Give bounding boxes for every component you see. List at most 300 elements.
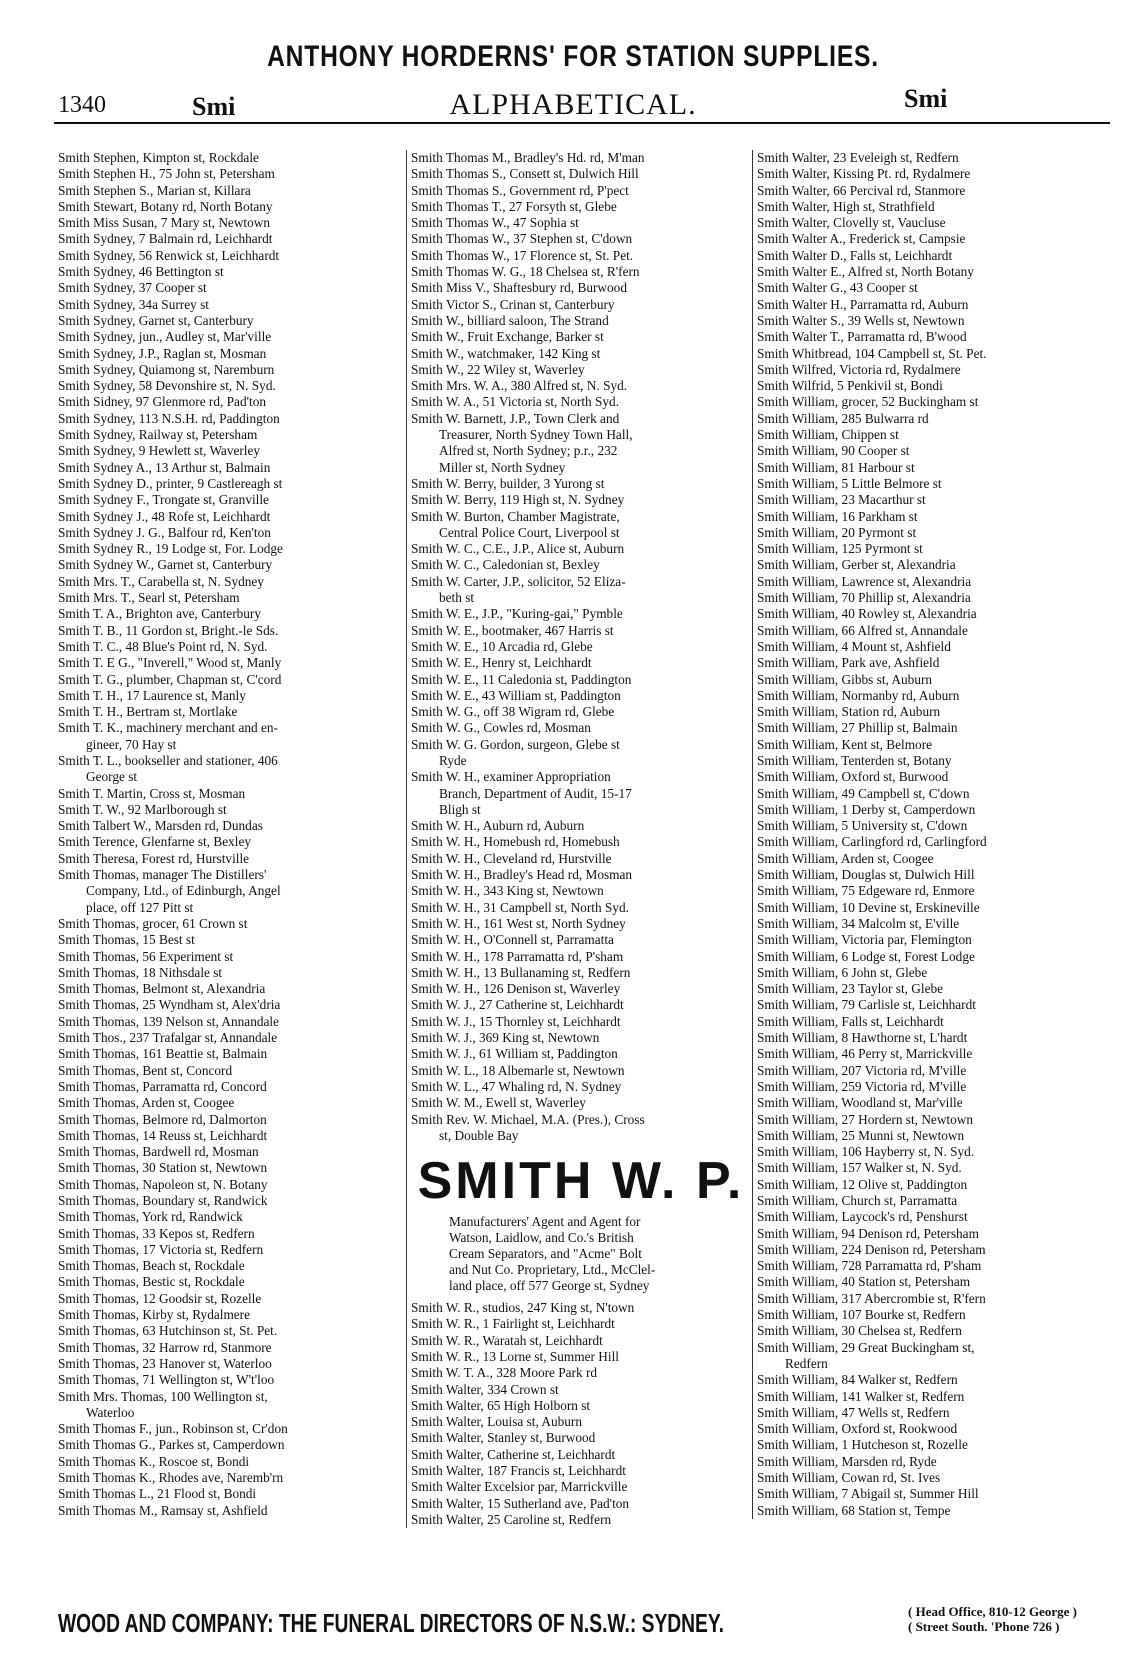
entry-text: Smith Thomas S., Government rd, P'pect — [411, 182, 629, 198]
directory-entry — [411, 1030, 751, 1046]
directory-entry — [757, 313, 1097, 329]
entry-text: Smith Walter, Kissing Pt. rd, Rydalmere — [757, 166, 971, 182]
entry-text: Smith W. J., 61 William st, Paddington — [411, 1046, 618, 1062]
entry-text: Smith Thomas W., 37 Stephen st, C'down — [411, 231, 633, 247]
entry-text: Smith T. A., Brighton ave, Canterbury — [58, 606, 262, 622]
directory-entry — [58, 166, 398, 182]
entry-text: Smith W., Fruit Exchange, Barker st — [411, 329, 604, 345]
entry-text: Smith W. H., Cleveland rd, Hurstville — [411, 850, 612, 866]
directory-entry — [411, 900, 751, 916]
directory-entry — [411, 1046, 751, 1062]
entry-text: Smith William, 10 Devine st, Erskineville — [757, 899, 980, 915]
entry-text: Smith William, 34 Malcolm st, E'ville — [757, 915, 960, 931]
directory-entry — [757, 199, 1097, 215]
entry-continuation: Bligh st — [439, 801, 481, 817]
directory-entry — [411, 231, 751, 247]
directory-entry — [58, 1046, 398, 1062]
entry-text: Smith W. H., 31 Campbell st, North Syd. — [411, 899, 629, 915]
entry-text: Smith Thomas, 30 Station st, Newtown — [58, 1160, 268, 1176]
directory-entry — [411, 313, 751, 329]
entry-continuation: Central Police Court, Liverpool st — [439, 524, 620, 540]
directory-entry — [757, 460, 1097, 476]
directory-entry — [58, 1112, 398, 1128]
directory-entry — [411, 1414, 751, 1430]
directory-entry — [411, 655, 751, 671]
entry-text: Smith T. G., plumber, Chapman st, C'cord — [58, 671, 282, 687]
directory-entry — [411, 248, 751, 264]
directory-entry — [757, 574, 1097, 590]
entry-continuation: Redfern — [785, 1355, 828, 1371]
directory-entry — [58, 231, 398, 247]
entry-text: Smith Walter H., Parramatta rd, Auburn — [757, 296, 969, 312]
directory-entry — [757, 1160, 1097, 1176]
entry-text: Smith Walter, 15 Sutherland ave, Pad'ton — [411, 1495, 630, 1511]
entry-text: Smith Thomas W., 17 Florence st, St. Pet. — [411, 247, 634, 263]
entry-text: Smith Sydney, 7 Balmain rd, Leichhardt — [58, 231, 273, 247]
entry-text: Smith W. Carter, J.P., solicitor, 52 Eliza- — [411, 573, 626, 589]
entry-text: Smith Thomas, Bent st, Concord — [58, 1062, 233, 1078]
entry-text: Smith William, 66 Alfred st, Annandale — [757, 622, 968, 638]
directory-entry — [757, 623, 1097, 639]
directory-entry — [757, 688, 1097, 704]
directory-entry — [757, 541, 1097, 557]
entry-text: Smith William, 224 Denison rd, Petersham — [757, 1241, 986, 1257]
entry-continuation: George st — [86, 769, 138, 785]
directory-entry — [411, 166, 751, 182]
entry-text: Smith William, 728 Parramatta rd, P'sham — [757, 1258, 982, 1274]
entry-text: Smith William, Marsden rd, Ryde — [757, 1453, 937, 1469]
directory-entry — [58, 1274, 398, 1290]
entry-text: Smith W. J., 369 King st, Newtown — [411, 1030, 600, 1046]
entry-text: Smith Walter G., 43 Cooper st — [757, 280, 918, 296]
directory-entry — [58, 1209, 398, 1225]
entry-text: Smith Rev. W. Michael, M.A. (Pres.), Cross — [411, 1111, 645, 1127]
directory-entry — [58, 1160, 398, 1176]
entry-text: Smith Thomas K., Rhodes ave, Naremb'rn — [58, 1470, 284, 1486]
directory-entry — [757, 1177, 1097, 1193]
entry-text: Smith W. H., 178 Parramatta rd, P'sham — [411, 948, 624, 964]
directory-entry — [58, 460, 398, 476]
directory-entry — [411, 688, 751, 704]
entry-text: Smith William, Victoria par, Flemington — [757, 932, 972, 948]
entry-text: Smith Thomas K., Roscoe st, Bondi — [58, 1453, 250, 1469]
entry-text: Smith Sydney D., printer, 9 Castlereagh st — [58, 475, 283, 491]
directory-column-2 — [406, 150, 751, 1528]
entry-text: Smith William, 90 Cooper st — [757, 443, 910, 459]
entry-text: Smith William, Cowan rd, St. Ives — [757, 1470, 941, 1486]
entry-text: Smith William, Arden st, Coogee — [757, 850, 934, 866]
entry-text: Smith William, 79 Carlisle st, Leichhardt — [757, 997, 976, 1013]
directory-entry — [757, 1193, 1097, 1209]
entry-text: Smith William, 157 Walker st, N. Syd. — [757, 1160, 962, 1176]
directory-entry — [58, 1323, 398, 1339]
directory-entry — [757, 639, 1097, 655]
entry-text: Smith W. C., Caledonian st, Bexley — [411, 557, 600, 573]
directory-entry — [58, 1014, 398, 1030]
directory-entry — [58, 199, 398, 215]
entry-text: Smith Walter, High st, Strathfield — [757, 198, 935, 214]
directory-entry — [411, 541, 751, 557]
entry-text: Smith William, 317 Abercrombie st, R'fern — [757, 1290, 986, 1306]
entry-text: Smith William, 46 Perry st, Marrickville — [757, 1046, 973, 1062]
entry-continuation: Waterloo — [86, 1404, 135, 1420]
directory-entry — [58, 1095, 398, 1111]
entry-text: Smith Walter A., Frederick st, Campsie — [757, 231, 966, 247]
entry-text: Smith T. E G., "Inverell," Wood st, Manly — [58, 655, 282, 671]
entry-text: Smith W. M., Ewell st, Waverley — [411, 1095, 586, 1111]
directory-entry — [411, 1430, 751, 1446]
directory-entry — [757, 1323, 1097, 1339]
directory-entry — [58, 949, 398, 965]
entry-text: Smith Thomas, Belmont st, Alexandria — [58, 981, 266, 997]
entry-text: Smith Thomas, 15 Best st — [58, 932, 195, 948]
directory-entry — [757, 411, 1097, 427]
directory-entry — [757, 720, 1097, 736]
footer-note-line: ( Head Office, 810-12 George ) — [908, 1604, 1077, 1619]
entry-text: Smith W. E., 43 William st, Paddington — [411, 687, 621, 703]
directory-entry — [411, 997, 751, 1013]
directory-entry — [58, 1291, 398, 1307]
directory-entry — [58, 411, 398, 427]
entry-text: Smith T. B., 11 Gordon st, Bright.-le Sds. — [58, 622, 279, 638]
entry-text: Smith William, 25 Munni st, Newtown — [757, 1127, 965, 1143]
entry-text: Smith Miss Susan, 7 Mary st, Newtown — [58, 215, 271, 231]
entry-text: Smith Walter E., Alfred st, North Botany — [757, 264, 974, 280]
entry-text: Smith Thomas, Beach st, Rockdale — [58, 1258, 245, 1274]
directory-entry — [757, 1437, 1097, 1453]
directory-entry — [757, 264, 1097, 280]
entry-text: Smith Walter S., 39 Wells st, Newtown — [757, 312, 965, 328]
entry-text: Smith W. H., Bradley's Head rd, Mosman — [411, 867, 633, 883]
directory-entry — [411, 851, 751, 867]
entry-text: Smith Thomas W. G., 18 Chelsea st, R'fern — [411, 264, 640, 280]
entry-text: Smith Sydney, 113 N.S.H. rd, Paddington — [58, 410, 280, 426]
entry-text: Smith William, Station rd, Auburn — [757, 704, 941, 720]
entry-text: Smith William, Tenterden st, Botany — [757, 752, 952, 768]
entry-text: Smith W. J., 27 Catherine st, Leichhardt — [411, 997, 624, 1013]
directory-entry — [757, 704, 1097, 720]
directory-entry — [58, 851, 398, 867]
directory-entry — [757, 492, 1097, 508]
directory-entry — [757, 1307, 1097, 1323]
header-title: ALPHABETICAL. — [449, 88, 697, 121]
directory-entry — [58, 1307, 398, 1323]
directory-entry — [757, 329, 1097, 345]
directory-entry — [411, 1112, 751, 1145]
entry-text: Smith Mrs. T., Carabella st, N. Sydney — [58, 573, 264, 589]
directory-entry — [58, 1454, 398, 1470]
directory-entry — [411, 150, 751, 166]
entry-text: Smith Thomas, York rd, Randwick — [58, 1209, 243, 1225]
directory-entry — [757, 1095, 1097, 1111]
entry-text: Smith Sidney, 97 Glenmore rd, Pad'ton — [58, 394, 266, 410]
entry-text: Smith Thomas, Kirby st, Rydalmere — [58, 1307, 251, 1323]
entry-text: Smith William, 30 Chelsea st, Redfern — [757, 1323, 962, 1339]
directory-entry — [757, 1030, 1097, 1046]
entry-text: Smith Thomas G., Parkes st, Camperdown — [58, 1437, 285, 1453]
entry-text: Smith Stephen S., Marian st, Killara — [58, 182, 251, 198]
directory-entry — [757, 965, 1097, 981]
entry-text: Smith William, 6 Lodge st, Forest Lodge — [757, 948, 975, 964]
entry-text: Smith William, 125 Pyrmont st — [757, 541, 923, 557]
directory-entry — [411, 1382, 751, 1398]
entry-text: Smith Thomas, Bestic st, Rockdale — [58, 1274, 245, 1290]
directory-entry — [411, 818, 751, 834]
directory-entry — [411, 362, 751, 378]
entry-text: Smith William, Park ave, Ashfield — [757, 655, 940, 671]
directory-entry — [757, 1242, 1097, 1258]
directory-entry — [757, 150, 1097, 166]
directory-entry — [757, 672, 1097, 688]
entry-continuation: Branch, Department of Audit, 15-17 — [439, 785, 632, 801]
entry-text: Smith W. E., 11 Caledonia st, Paddington — [411, 671, 632, 687]
advertisement-line: Cream Separators, and "Acme" Bolt — [449, 1246, 642, 1262]
entry-text: Smith Sydney, Garnet st, Canterbury — [58, 312, 254, 328]
entry-text: Smith W., billiard saloon, The Strand — [411, 312, 609, 328]
entry-text: Smith Thomas, grocer, 61 Crown st — [58, 915, 248, 931]
directory-entry — [411, 981, 751, 997]
directory-entry — [411, 411, 751, 476]
entry-text: Smith Sydney W., Garnet st, Canterbury — [58, 557, 273, 573]
directory-entry — [757, 997, 1097, 1013]
entry-text: Smith Stephen H., 75 John st, Petersham — [58, 166, 275, 182]
directory-entry — [411, 1095, 751, 1111]
directory-entry — [58, 834, 398, 850]
directory-entry — [411, 1496, 751, 1512]
column-2-entries-after-ad — [411, 1300, 751, 1528]
directory-entry — [58, 525, 398, 541]
directory-entry — [757, 1274, 1097, 1290]
directory-entry — [411, 639, 751, 655]
entry-text: Smith Wilfred, Victoria rd, Rydalmere — [757, 361, 961, 377]
directory-entry — [411, 1333, 751, 1349]
directory-entry — [757, 1405, 1097, 1421]
entry-continuation: gineer, 70 Hay st — [86, 736, 177, 752]
entry-text: Smith Thomas, Parramatta rd, Concord — [58, 1078, 267, 1094]
entry-text: Smith Thomas, 14 Reuss st, Leichhardt — [58, 1127, 268, 1143]
directory-entry — [58, 1128, 398, 1144]
directory-entry — [411, 509, 751, 542]
directory-entry — [411, 264, 751, 280]
directory-column-3 — [752, 150, 1097, 1519]
entry-text: Smith Whitbread, 104 Campbell st, St. Pet. — [757, 345, 987, 361]
directory-entry — [58, 264, 398, 280]
directory-entry — [411, 1014, 751, 1030]
entry-text: Smith W., watchmaker, 142 King st — [411, 345, 601, 361]
entry-text: Smith William, Woodland st, Mar'ville — [757, 1095, 963, 1111]
entry-text: Smith T. L., bookseller and stationer, 406 — [58, 752, 278, 768]
entry-text: Smith William, Oxford st, Rookwood — [757, 1421, 958, 1437]
entry-text: Smith William, 5 University st, C'down — [757, 818, 968, 834]
entry-text: Smith Sydney, 37 Cooper st — [58, 280, 207, 296]
directory-entry — [58, 1063, 398, 1079]
entry-text: Smith Walter, Catherine st, Leichhardt — [411, 1446, 616, 1462]
directory-entry — [58, 1258, 398, 1274]
entry-text: Smith William, 285 Bulwarra rd — [757, 410, 929, 426]
directory-entry — [411, 1349, 751, 1365]
entry-text: Smith Walter, 66 Percival rd, Stanmore — [757, 182, 966, 198]
directory-entry — [757, 1258, 1097, 1274]
advertisement-line: Manufacturers' Agent and Agent for — [449, 1214, 641, 1230]
entry-text: Smith Sydney, 46 Bettington st — [58, 264, 224, 280]
advertisement-line: and Nut Co. Proprietary, Ltd., McClel- — [449, 1262, 656, 1278]
directory-entry — [411, 329, 751, 345]
entry-text: Smith Thomas, 25 Wyndham st, Alex'dria — [58, 997, 281, 1013]
directory-entry — [58, 720, 398, 753]
directory-entry — [58, 753, 398, 786]
entry-text: Smith Talbert W., Marsden rd, Dundas — [58, 818, 263, 834]
entry-text: Smith W. R., 13 Lorne st, Summer Hill — [411, 1349, 619, 1364]
entry-continuation: place, off 127 Pitt st — [86, 899, 194, 915]
directory-entry — [411, 1512, 751, 1528]
entry-text: Smith T. H., Bertram st, Mortlake — [58, 704, 238, 720]
directory-entry — [58, 1242, 398, 1258]
directory-entry — [757, 166, 1097, 182]
entry-text: Smith William, Gerber st, Alexandria — [757, 557, 956, 573]
entry-text: Smith William, Church st, Parramatta — [757, 1193, 958, 1208]
entry-text: Smith W. T. A., 328 Moore Park rd — [411, 1365, 598, 1381]
directory-entry — [58, 1144, 398, 1160]
entry-text: Smith W. E., J.P., "Kuring-gai," Pymble — [411, 606, 623, 622]
directory-entry — [411, 720, 751, 736]
entry-text: Smith Thomas, 18 Nithsdale st — [58, 964, 223, 980]
entry-text: Smith Thomas M., Ramsay st, Ashfield — [58, 1502, 268, 1518]
directory-entry — [58, 362, 398, 378]
directory-entry — [58, 672, 398, 688]
directory-entry — [58, 1470, 398, 1486]
directory-entry — [58, 443, 398, 459]
directory-entry — [411, 606, 751, 622]
entry-continuation: Miller st, North Sydney — [439, 459, 566, 475]
directory-entry — [757, 606, 1097, 622]
entry-text: Smith W. H., 126 Denison st, Waverley — [411, 981, 621, 997]
directory-entry — [58, 1437, 398, 1453]
entry-text: Smith Sydney J., 48 Rofe st, Leichhardt — [58, 508, 271, 524]
entry-text: Smith William, 84 Walker st, Redfern — [757, 1372, 958, 1388]
entry-text: Smith Thos., 237 Trafalgar st, Annandale — [58, 1030, 278, 1046]
entry-text: Smith Walter T., Parramatta rd, B'wood — [757, 329, 967, 345]
entry-text: Smith W. G. Gordon, surgeon, Glebe st — [411, 736, 620, 752]
directory-entry — [58, 183, 398, 199]
directory-entry — [58, 1503, 398, 1519]
directory-entry — [411, 199, 751, 215]
directory-entry — [58, 346, 398, 362]
directory-entry — [58, 541, 398, 557]
directory-entry — [757, 834, 1097, 850]
directory-entry — [757, 802, 1097, 818]
entry-text: Smith William, 27 Hordern st, Newtown — [757, 1111, 974, 1127]
directory-entry — [58, 802, 398, 818]
directory-entry — [757, 1421, 1097, 1437]
entry-text: Smith Walter, 23 Eveleigh st, Redfern — [757, 150, 959, 165]
directory-entry — [58, 1389, 398, 1422]
entry-text: Smith T. Martin, Cross st, Mosman — [58, 785, 246, 801]
directory-entry — [757, 1128, 1097, 1144]
entry-text: Smith William, 70 Phillip st, Alexandria — [757, 590, 971, 606]
directory-entry — [58, 1079, 398, 1095]
entry-text: Smith W. G., off 38 Wigram rd, Glebe — [411, 704, 615, 720]
directory-entry — [411, 1316, 751, 1332]
entry-text: Smith William, 40 Station st, Petersham — [757, 1274, 971, 1290]
directory-entry — [757, 297, 1097, 313]
directory-entry — [411, 574, 751, 607]
directory-entry — [411, 1300, 751, 1316]
entry-text: Smith Theresa, Forest rd, Hurstville — [58, 850, 250, 866]
entry-text: Smith William, 259 Victoria rd, M'ville — [757, 1078, 967, 1094]
entry-continuation: Treasurer, North Sydney Town Hall, — [439, 427, 633, 443]
footer-note — [908, 1604, 1077, 1634]
directory-entry — [411, 769, 751, 818]
directory-entry — [58, 297, 398, 313]
directory-entry — [58, 427, 398, 443]
entry-text: Smith Walter, 334 Crown st — [411, 1381, 559, 1397]
entry-text: Smith T. K., machinery merchant and en- — [58, 720, 278, 736]
entry-text: Smith William, Normanby rd, Auburn — [757, 687, 960, 703]
entry-text: Smith Thomas, 12 Goodsir st, Rozelle — [58, 1290, 262, 1306]
directory-entry — [757, 1144, 1097, 1160]
directory-entry — [411, 378, 751, 394]
directory-entry — [58, 786, 398, 802]
directory-entry — [411, 1479, 751, 1495]
directory-entry — [58, 623, 398, 639]
directory-entry — [757, 1486, 1097, 1502]
directory-entry — [757, 769, 1097, 785]
entry-text: Smith William, 16 Parkham st — [757, 508, 918, 524]
entry-text: Smith Thomas, 139 Nelson st, Annandale — [58, 1013, 279, 1029]
entry-text: Smith Walter D., Falls st, Leichhardt — [757, 247, 953, 263]
entry-text: Smith W. H., O'Connell st, Parramatta — [411, 932, 614, 948]
directory-entry — [58, 476, 398, 492]
entry-text: Smith William, 12 Olive st, Paddington — [757, 1176, 968, 1192]
directory-entry — [411, 623, 751, 639]
footer-note-line: ( Street South. 'Phone 726 ) — [908, 1619, 1060, 1634]
directory-entry — [411, 883, 751, 899]
directory-entry — [58, 590, 398, 606]
advertisement-text — [411, 1214, 751, 1294]
entry-text: Smith W. Barnett, J.P., Town Clerk and — [411, 410, 620, 426]
directory-entry — [58, 704, 398, 720]
entry-text: Smith William, 49 Campbell st, C'down — [757, 785, 970, 801]
advertisement — [411, 1154, 751, 1294]
entry-text: Smith Victor S., Crinan st, Canterbury — [411, 296, 615, 312]
entry-text: Smith Sydney, 34a Surrey st — [58, 296, 209, 312]
directory-entry — [58, 1226, 398, 1242]
directory-entry — [411, 965, 751, 981]
directory-entry — [757, 1209, 1097, 1225]
entry-text: Smith Sydney R., 19 Lodge st, For. Lodge — [58, 541, 283, 557]
directory-entry — [58, 329, 398, 345]
directory-entry — [411, 557, 751, 573]
directory-entry — [757, 818, 1097, 834]
footer — [58, 1604, 1118, 1639]
entry-text: Smith William, Laycock's rd, Penshurst — [757, 1209, 968, 1225]
entry-text: Smith Mrs. Thomas, 100 Wellington st, — [58, 1388, 268, 1404]
entry-text: Smith W. H., Homebush rd, Homebush — [411, 834, 620, 850]
directory-entry — [757, 1291, 1097, 1307]
entry-text: Smith W. Berry, 119 High st, N. Sydney — [411, 492, 625, 508]
directory-entry — [58, 248, 398, 264]
directory-entry — [411, 1463, 751, 1479]
entry-text: Smith Thomas F., jun., Robinson st, Cr'don — [58, 1421, 288, 1437]
entry-text: Smith Sydney, 9 Hewlett st, Waverley — [58, 443, 261, 459]
directory-entry — [757, 753, 1097, 769]
entry-text: Smith William, 1 Hutcheson st, Rozelle — [757, 1437, 968, 1453]
entry-continuation: Ryde — [439, 752, 467, 768]
header-right-guide: Smi — [904, 84, 948, 113]
directory-entry — [757, 509, 1097, 525]
entry-text: Smith Thomas L., 21 Flood st, Bondi — [58, 1486, 257, 1502]
entry-text: Smith T. C., 48 Blue's Point rd, N. Syd. — [58, 638, 268, 654]
